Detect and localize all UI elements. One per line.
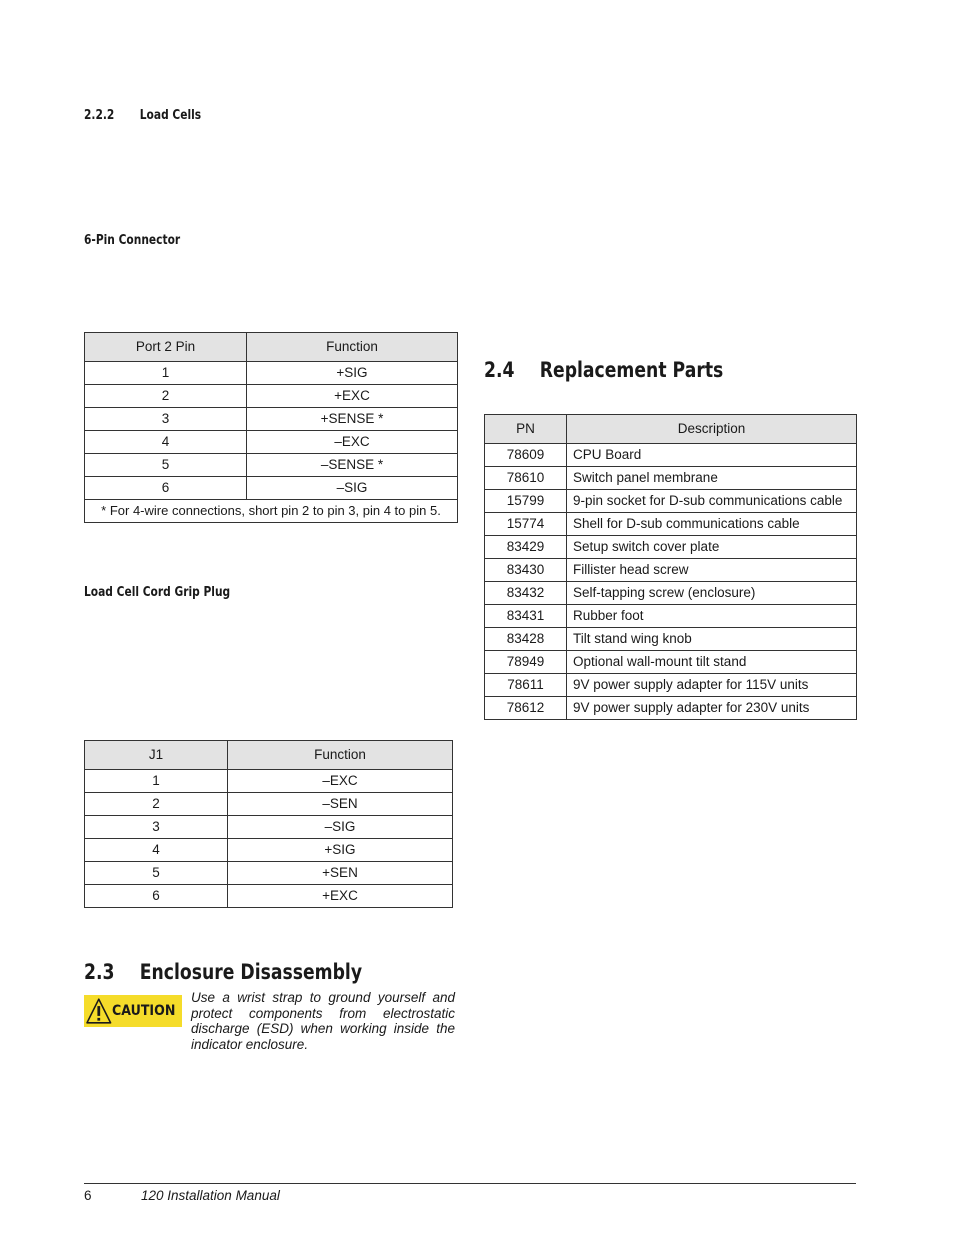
table-cell: +SEN <box>228 862 453 885</box>
part-description: Optional wall-mount tilt stand <box>567 651 857 674</box>
part-description: Setup switch cover plate <box>567 536 857 559</box>
table-row <box>485 628 857 651</box>
table-note-row <box>85 500 458 523</box>
table-row <box>85 431 458 454</box>
part-description: 9V power supply adapter for 115V units <box>567 674 857 697</box>
section-title: Enclosure Disassembly <box>139 960 363 984</box>
table-row <box>85 862 453 885</box>
table-row <box>85 385 458 408</box>
table-row <box>85 362 458 385</box>
caution-badge <box>84 995 182 1027</box>
table-cell: +SIG <box>228 839 453 862</box>
table-cell: +EXC <box>247 385 458 408</box>
part-number: 83428 <box>485 628 567 651</box>
table-row <box>85 885 453 908</box>
column-header: PN <box>485 415 567 444</box>
column-header: Port 2 Pin <box>85 333 247 362</box>
table-cell: –EXC <box>247 431 458 454</box>
column-header: Function <box>228 741 453 770</box>
caution-text: Use a wrist strap to ground yourself and protect components from electrostatic discharge (ESD) when working inside the indicator enclosure. <box>191 990 455 1052</box>
part-description: Self-tapping screw (enclosure) <box>567 582 857 605</box>
table-cell: –SIG <box>228 816 453 839</box>
table-row <box>485 467 857 490</box>
table-row <box>485 559 857 582</box>
section-title: Load Cells <box>139 108 202 123</box>
part-description: Rubber foot <box>567 605 857 628</box>
table-row <box>85 816 453 839</box>
table-header-row <box>485 415 857 444</box>
page-number: 6 <box>84 1188 92 1203</box>
table-cell: 1 <box>85 362 247 385</box>
table-row <box>485 444 857 467</box>
table-cell: +SENSE * <box>247 408 458 431</box>
column-header: Function <box>247 333 458 362</box>
table-cell: –EXC <box>228 770 453 793</box>
table-row <box>485 536 857 559</box>
j1-pin-table <box>84 740 453 908</box>
footer-manual-title <box>141 1188 280 1203</box>
section-number: 2.2.2 <box>84 108 115 123</box>
table-cell: +SIG <box>247 362 458 385</box>
footer-divider <box>84 1183 856 1184</box>
table-cell: 5 <box>85 862 228 885</box>
subheading-6-pin-connector <box>84 233 180 248</box>
table-cell: 4 <box>85 839 228 862</box>
table-row <box>85 477 458 500</box>
section-number: 2.4 <box>484 358 515 382</box>
part-number: 78611 <box>485 674 567 697</box>
column-header: J1 <box>85 741 228 770</box>
table-cell: 3 <box>85 816 228 839</box>
table-cell: 4 <box>85 431 247 454</box>
table-row <box>85 454 458 477</box>
subheading-text: 6-Pin Connector <box>84 233 181 248</box>
part-description: Shell for D-sub communications cable <box>567 513 857 536</box>
table-cell: –SEN <box>228 793 453 816</box>
table-header-row <box>85 333 458 362</box>
part-description: Switch panel membrane <box>567 467 857 490</box>
part-number: 83432 <box>485 582 567 605</box>
table-cell: 1 <box>85 770 228 793</box>
table-cell: +EXC <box>228 885 453 908</box>
part-number: 15799 <box>485 490 567 513</box>
caution-label: CAUTION <box>111 1003 175 1019</box>
table-row <box>485 651 857 674</box>
table-cell: –SIG <box>247 477 458 500</box>
table-row <box>485 674 857 697</box>
table-row <box>485 513 857 536</box>
port2-pin-table <box>84 332 458 523</box>
section-number: 2.3 <box>84 960 115 984</box>
table-row <box>485 605 857 628</box>
column-header: Description <box>567 415 857 444</box>
table-header-row <box>85 741 453 770</box>
table-row <box>85 408 458 431</box>
part-number: 78609 <box>485 444 567 467</box>
part-number: 83430 <box>485 559 567 582</box>
part-description: Tilt stand wing knob <box>567 628 857 651</box>
subheading-cord-grip-plug <box>84 585 230 600</box>
table-cell: 3 <box>85 408 247 431</box>
part-description: Fillister head screw <box>567 559 857 582</box>
section-title: Replacement Parts <box>539 358 724 382</box>
part-description: 9-pin socket for D-sub communications cable <box>567 490 857 513</box>
part-number: 78610 <box>485 467 567 490</box>
table-cell: 6 <box>85 885 228 908</box>
manual-title: 120 Installation Manual <box>141 1188 280 1203</box>
section-heading-replacement-parts <box>484 358 723 382</box>
table-row <box>485 582 857 605</box>
table-row <box>85 793 453 816</box>
table-cell: –SENSE * <box>247 454 458 477</box>
subheading-text: Load Cell Cord Grip Plug <box>84 585 231 600</box>
section-heading-enclosure-disassembly <box>84 960 362 984</box>
part-number: 15774 <box>485 513 567 536</box>
warning-triangle-icon <box>86 997 112 1025</box>
section-heading-load-cells <box>84 108 201 123</box>
table-cell: 2 <box>85 793 228 816</box>
table-row <box>485 490 857 513</box>
replacement-parts-table <box>484 414 857 720</box>
part-number: 83431 <box>485 605 567 628</box>
table-cell: 6 <box>85 477 247 500</box>
table-footnote: * For 4-wire connections, short pin 2 to pin 3, pin 4 to pin 5. <box>85 500 458 523</box>
table-row <box>485 697 857 720</box>
part-description: 9V power supply adapter for 230V units <box>567 697 857 720</box>
table-row <box>85 770 453 793</box>
table-cell: 5 <box>85 454 247 477</box>
part-description: CPU Board <box>567 444 857 467</box>
table-row <box>85 839 453 862</box>
table-cell: 2 <box>85 385 247 408</box>
part-number: 83429 <box>485 536 567 559</box>
part-number: 78612 <box>485 697 567 720</box>
part-number: 78949 <box>485 651 567 674</box>
